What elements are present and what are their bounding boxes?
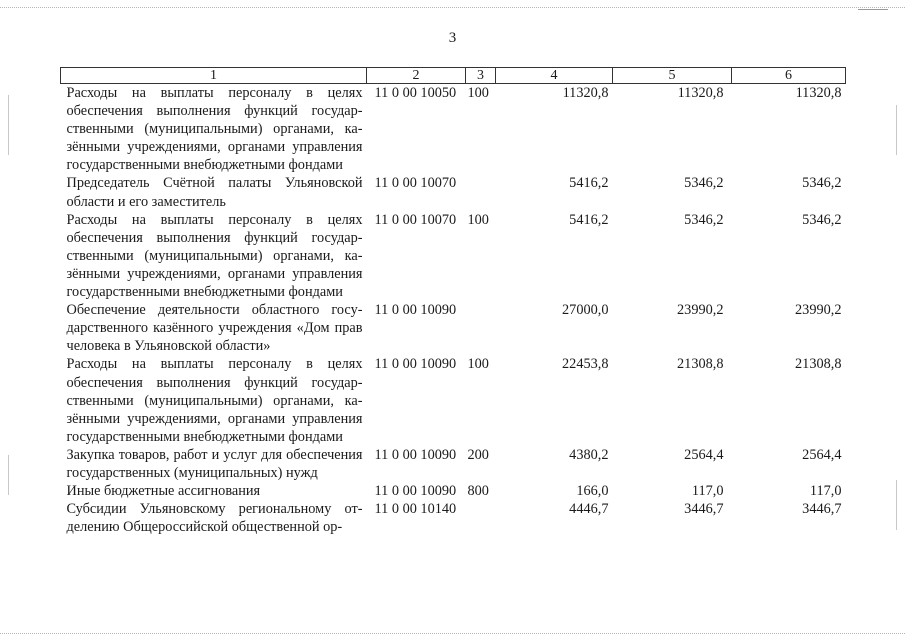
row-code: 11 0 00 10140 bbox=[374, 501, 457, 518]
header-col-5: 5 bbox=[613, 68, 732, 84]
row-value-col6: 2564,4 bbox=[802, 446, 842, 463]
row-code: 11 0 00 10090 bbox=[374, 446, 457, 463]
row-name: Иные бюджетные ассигнования bbox=[66, 483, 261, 500]
scan-edge-right bbox=[896, 105, 897, 155]
row-name: Расходы на выплаты персоналу в целях обеспечения выполнения функций государственными (муниципальными) органами, казёнными учреждениями, органами управления государственными внебюджетными фондами bbox=[66, 85, 363, 174]
row-value-col6: 3446,7 bbox=[802, 501, 842, 518]
row-value-col5: 11320,8 bbox=[677, 85, 724, 101]
row-name: Обеспечение деятельности областного государственного казённого учреждения «Дом прав человека в Ульяновской области» bbox=[66, 302, 363, 355]
row-expense-type bbox=[466, 500, 496, 536]
row-value-col5: 3446,7 bbox=[684, 501, 724, 518]
row-value-col4: 5416,2 bbox=[569, 211, 609, 228]
row-value-col5: 23990,2 bbox=[677, 302, 724, 319]
row-code: 11 0 00 10070 bbox=[374, 175, 457, 192]
header-col-4: 4 bbox=[496, 68, 613, 84]
row-code: 11 0 00 10090 bbox=[374, 302, 457, 319]
table-row bbox=[61, 174, 846, 210]
row-value-col4: 4446,7 bbox=[569, 501, 609, 518]
row-value-col6: 11320,8 bbox=[795, 85, 842, 101]
table-row bbox=[61, 301, 846, 355]
budget-table bbox=[60, 67, 846, 536]
page-number: 3 bbox=[448, 30, 457, 46]
row-code: 11 0 00 10050 bbox=[374, 85, 457, 101]
row-expense-type: 100 bbox=[467, 211, 489, 228]
row-value-col6: 23990,2 bbox=[795, 302, 842, 319]
table-row bbox=[61, 446, 846, 482]
header-col-3: 3 bbox=[466, 68, 496, 84]
row-value-col5: 5346,2 bbox=[684, 211, 724, 228]
row-expense-type: 200 bbox=[467, 446, 489, 463]
row-code: 11 0 00 10070 bbox=[374, 211, 457, 228]
row-expense-type bbox=[466, 301, 496, 355]
table-body bbox=[61, 84, 846, 537]
row-code: 11 0 00 10090 bbox=[374, 483, 457, 500]
row-expense-type: 100 bbox=[467, 85, 489, 101]
header-col-1: 1 bbox=[61, 68, 367, 84]
row-value-col4: 22453,8 bbox=[562, 356, 609, 373]
scan-edge-left bbox=[8, 455, 9, 495]
row-value-col4: 11320,8 bbox=[562, 85, 609, 101]
table-header bbox=[61, 68, 846, 84]
row-code: 11 0 00 10090 bbox=[374, 356, 457, 373]
scan-mark bbox=[858, 9, 888, 10]
row-value-col5: 5346,2 bbox=[684, 175, 724, 192]
scan-edge-right bbox=[896, 480, 897, 530]
row-name: Председатель Счётной палаты Ульяновской области и его заместитель bbox=[66, 175, 363, 210]
header-row bbox=[61, 68, 846, 84]
row-value-col5: 21308,8 bbox=[677, 356, 724, 373]
scan-edge-bottom bbox=[0, 633, 905, 635]
scan-edge-left bbox=[8, 95, 9, 155]
table-row bbox=[61, 84, 846, 175]
row-value-col6: 117,0 bbox=[809, 483, 842, 500]
table-row bbox=[61, 482, 846, 500]
table-row bbox=[61, 355, 846, 445]
header-col-2: 2 bbox=[367, 68, 466, 84]
row-value-col6: 5346,2 bbox=[802, 211, 842, 228]
row-expense-type bbox=[466, 174, 496, 210]
table-row bbox=[61, 500, 846, 536]
row-name: Субсидии Ульяновскому региональному отделению Общероссийской общественной ор- bbox=[66, 501, 363, 536]
row-value-col4: 5416,2 bbox=[569, 175, 609, 192]
row-value-col5: 2564,4 bbox=[684, 446, 724, 463]
row-expense-type: 800 bbox=[467, 483, 489, 500]
row-name: Закупка товаров, работ и услуг для обеспечения государственных (муниципальных) нужд bbox=[66, 446, 363, 481]
row-value-col5: 117,0 bbox=[691, 483, 724, 500]
table-row bbox=[61, 211, 846, 301]
row-value-col4: 166,0 bbox=[576, 483, 609, 500]
row-value-col4: 27000,0 bbox=[562, 302, 609, 319]
row-value-col4: 4380,2 bbox=[569, 446, 609, 463]
row-name: Расходы на выплаты персоналу в целях обеспечения выполнения функций государственными (муниципальными) органами, казёнными учреждениями, органами управления государственными внебюджетными фондами bbox=[66, 356, 363, 445]
row-value-col6: 5346,2 bbox=[802, 175, 842, 192]
scan-edge-top bbox=[0, 7, 905, 9]
row-value-col6: 21308,8 bbox=[795, 356, 842, 373]
header-col-6: 6 bbox=[732, 68, 846, 84]
row-name: Расходы на выплаты персоналу в целях обеспечения выполнения функций государственными (муниципальными) органами, казёнными учреждениями, органами управления государственными внебюджетными фондами bbox=[66, 211, 363, 301]
row-expense-type: 100 bbox=[467, 356, 489, 373]
